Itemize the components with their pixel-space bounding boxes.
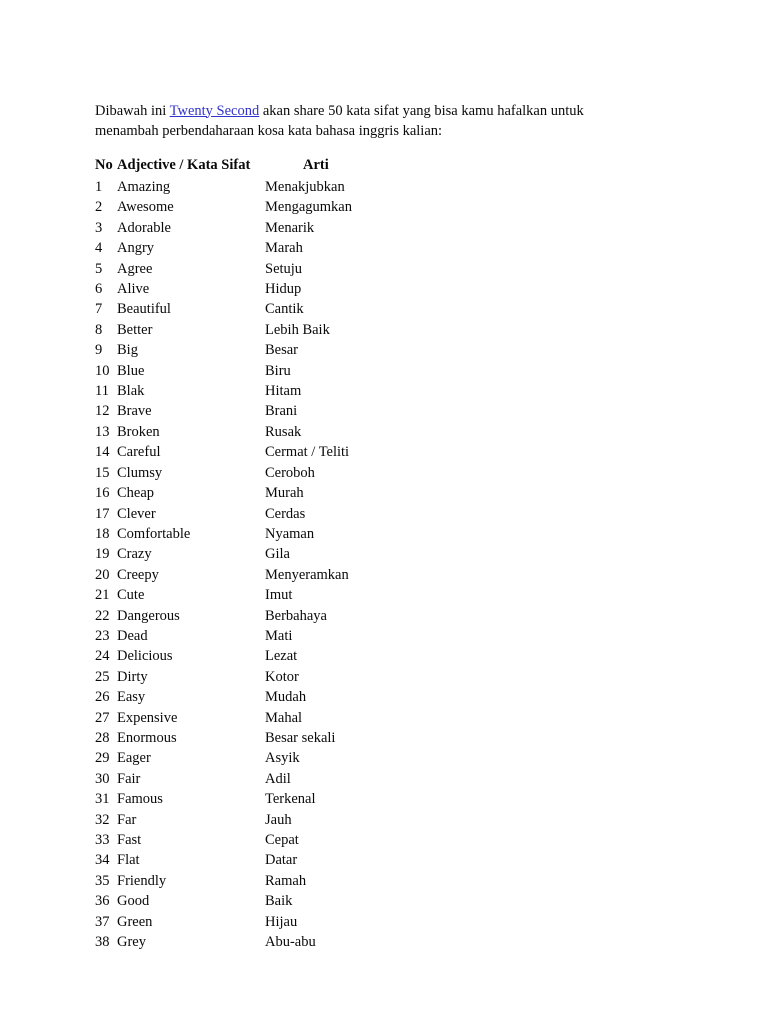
table-row <box>95 524 655 544</box>
intro-text-line2: menambah perbendaharaan kosa kata bahasa inggris kalian: <box>95 122 443 139</box>
table-row <box>95 871 655 891</box>
table-row <box>95 687 655 707</box>
intro-paragraph <box>95 101 640 141</box>
row-arti: Menarik <box>265 219 315 236</box>
row-number: 15 <box>95 464 110 481</box>
table-row <box>95 830 655 850</box>
row-adjective: Clumsy <box>117 464 163 481</box>
table-row <box>95 197 655 217</box>
row-number: 16 <box>95 485 110 502</box>
row-arti: Brani <box>265 403 298 420</box>
table-row <box>95 401 655 421</box>
row-adjective: Blue <box>117 362 145 379</box>
row-adjective: Dirty <box>117 668 148 685</box>
table-row <box>95 646 655 666</box>
row-number: 37 <box>95 913 110 930</box>
intro-text-before-link: Dibawah ini <box>95 102 170 119</box>
row-adjective: Dangerous <box>117 607 180 624</box>
row-arti: Terkenal <box>265 791 316 808</box>
row-adjective: Big <box>117 342 138 359</box>
twenty-second-link[interactable]: Twenty Second <box>169 102 260 119</box>
table-row <box>95 606 655 626</box>
row-arti: Mahal <box>265 709 303 726</box>
table-row <box>95 218 655 238</box>
row-arti: Rusak <box>265 423 302 440</box>
row-number: 19 <box>95 546 110 563</box>
row-adjective: Eager <box>117 750 151 767</box>
table-row <box>95 504 655 524</box>
row-number: 13 <box>95 423 110 440</box>
row-arti: Lezat <box>265 648 298 665</box>
table-row <box>95 565 655 585</box>
row-arti: Murah <box>265 485 304 502</box>
row-number: 38 <box>95 934 110 951</box>
table-row <box>95 932 655 952</box>
row-adjective: Angry <box>117 240 155 257</box>
table-row <box>95 748 655 768</box>
row-number: 1 <box>95 179 103 195</box>
table-row <box>95 810 655 830</box>
row-adjective: Fair <box>117 770 141 787</box>
row-arti: Datar <box>265 852 298 869</box>
row-arti: Setuju <box>265 260 303 277</box>
row-adjective: Blak <box>117 383 145 400</box>
row-adjective: Creepy <box>117 566 159 583</box>
intro-text-after-link: akan share 50 kata sifat yang bisa kamu hafalkan untuk <box>259 102 584 119</box>
row-adjective: Good <box>117 893 150 910</box>
row-number: 17 <box>95 505 110 522</box>
row-arti: Imut <box>265 587 293 604</box>
row-number: 23 <box>95 627 110 644</box>
table-row <box>95 340 655 360</box>
row-adjective: Dead <box>117 627 148 644</box>
row-adjective: Cute <box>117 587 145 604</box>
row-number: 30 <box>95 770 110 787</box>
row-number: 28 <box>95 729 110 746</box>
table-row <box>95 422 655 442</box>
row-adjective: Amazing <box>117 179 171 195</box>
row-number: 2 <box>95 199 103 216</box>
row-number: 9 <box>95 342 103 359</box>
row-arti: Ceroboh <box>265 464 315 481</box>
row-adjective: Grey <box>117 934 146 951</box>
row-arti: Biru <box>265 362 291 379</box>
table-row <box>95 483 655 503</box>
column-header-adjective: Adjective / Kata Sifat <box>117 157 251 173</box>
row-arti: Lebih Baik <box>265 321 330 338</box>
row-arti: Besar sekali <box>265 729 336 746</box>
row-number: 14 <box>95 444 110 461</box>
table-row <box>95 177 655 197</box>
row-adjective: Alive <box>117 281 150 298</box>
table-row <box>95 299 655 319</box>
row-arti: Kotor <box>265 668 299 685</box>
row-number: 31 <box>95 791 110 808</box>
table-row <box>95 891 655 911</box>
row-arti: Nyaman <box>265 525 315 542</box>
table-row <box>95 850 655 870</box>
row-number: 8 <box>95 321 103 338</box>
row-arti: Jauh <box>265 811 292 828</box>
row-number: 4 <box>95 240 103 257</box>
row-arti: Besar <box>265 342 299 359</box>
row-arti: Adil <box>265 770 291 787</box>
row-arti: Gila <box>265 546 290 563</box>
row-number: 36 <box>95 893 110 910</box>
row-adjective: Easy <box>117 689 146 706</box>
table-row <box>95 320 655 340</box>
row-arti: Hitam <box>265 383 302 400</box>
row-number: 11 <box>95 383 109 400</box>
row-arti: Asyik <box>265 750 300 767</box>
row-adjective: Fast <box>117 832 142 848</box>
document-content <box>95 86 655 952</box>
column-header-no: No <box>95 157 113 173</box>
row-adjective: Far <box>117 811 137 828</box>
row-number: 27 <box>95 709 110 726</box>
table-row <box>95 912 655 932</box>
row-adjective: Awesome <box>117 199 174 216</box>
table-row <box>95 708 655 728</box>
row-adjective: Adorable <box>117 219 171 236</box>
row-number: 6 <box>95 281 103 298</box>
row-arti: Hidup <box>265 281 302 298</box>
row-arti: Abu-abu <box>265 934 316 951</box>
row-number: 20 <box>95 566 110 583</box>
row-adjective: Famous <box>117 791 163 808</box>
row-arti: Baik <box>265 893 293 910</box>
row-arti: Mudah <box>265 689 307 706</box>
table-row <box>95 361 655 381</box>
row-adjective: Green <box>117 913 153 930</box>
row-adjective: Crazy <box>117 546 152 563</box>
row-adjective: Friendly <box>117 872 167 889</box>
table-row <box>95 442 655 462</box>
row-adjective: Careful <box>117 444 161 461</box>
row-adjective: Cheap <box>117 485 155 502</box>
row-arti: Menyeramkan <box>265 566 349 583</box>
row-number: 22 <box>95 607 110 624</box>
row-adjective: Enormous <box>117 729 177 746</box>
row-adjective: Broken <box>117 423 160 440</box>
row-arti: Cermat / Teliti <box>265 444 350 461</box>
row-adjective: Agree <box>117 260 153 277</box>
row-number: 24 <box>95 648 110 665</box>
word-table <box>95 177 655 952</box>
row-number: 32 <box>95 811 110 828</box>
row-arti: Berbahaya <box>265 607 327 624</box>
row-number: 26 <box>95 689 110 706</box>
row-arti: Menakjubkan <box>265 179 345 195</box>
row-arti: Cepat <box>265 832 299 848</box>
row-arti: Mati <box>265 627 293 644</box>
row-arti: Cerdas <box>265 505 306 522</box>
row-number: 25 <box>95 668 110 685</box>
row-number: 21 <box>95 587 110 604</box>
row-adjective: Better <box>117 321 153 338</box>
row-number: 12 <box>95 403 110 420</box>
row-adjective: Brave <box>117 403 152 420</box>
table-row <box>95 728 655 748</box>
row-arti: Hijau <box>265 913 298 930</box>
row-adjective: Delicious <box>117 648 173 665</box>
row-number: 18 <box>95 525 110 542</box>
table-row <box>95 259 655 279</box>
row-number: 29 <box>95 750 110 767</box>
row-adjective: Beautiful <box>117 301 171 318</box>
table-row <box>95 789 655 809</box>
table-header-row <box>95 155 655 175</box>
row-number: 3 <box>95 219 103 236</box>
row-number: 34 <box>95 852 110 869</box>
row-arti: Cantik <box>265 301 304 318</box>
table-row <box>95 279 655 299</box>
row-adjective: Clever <box>117 505 156 522</box>
row-number: 35 <box>95 872 110 889</box>
table-row <box>95 769 655 789</box>
row-arti: Marah <box>265 240 303 257</box>
table-row <box>95 463 655 483</box>
row-number: 7 <box>95 301 103 318</box>
row-adjective: Comfortable <box>117 525 191 542</box>
table-row <box>95 238 655 258</box>
table-row <box>95 544 655 564</box>
row-number: 33 <box>95 832 110 848</box>
table-row <box>95 381 655 401</box>
row-arti: Ramah <box>265 872 307 889</box>
row-adjective: Expensive <box>117 709 178 726</box>
row-number: 5 <box>95 260 103 277</box>
row-number: 10 <box>95 362 110 379</box>
table-row <box>95 667 655 687</box>
table-row <box>95 585 655 605</box>
table-row <box>95 626 655 646</box>
column-header-arti: Arti <box>303 157 329 173</box>
row-adjective: Flat <box>117 852 140 869</box>
row-arti: Mengagumkan <box>265 199 352 216</box>
